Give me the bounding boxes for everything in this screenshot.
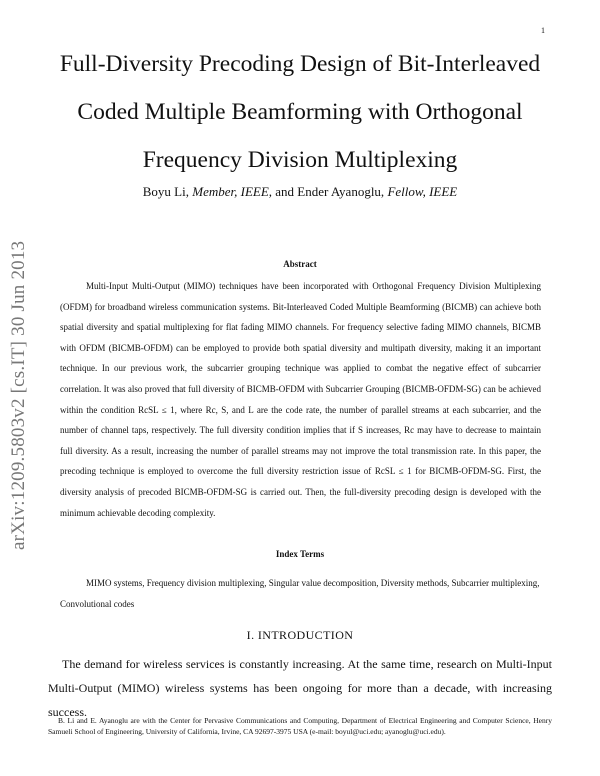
title-line: Frequency Division Multiplexing	[142, 147, 458, 173]
section-heading: I. INTRODUCTION	[246, 628, 354, 642]
page-number: 1	[541, 26, 545, 35]
title-line: Full-Diversity Precoding Design of Bit-Interleaved	[59, 51, 541, 77]
arxiv-identifier-stamp: arXiv:1209.5803v2 [cs.IT] 30 Jun 2013	[8, 240, 29, 550]
paper-title	[40, 40, 560, 184]
index-terms-heading: Index Terms	[275, 549, 325, 559]
index-terms-body: MIMO systems, Frequency division multiplexing, Singular value decomposition, Diversity methods, Subcarrier multiplexing, Convolutional codes	[60, 578, 540, 609]
introduction-body: The demand for wireless services is constantly increasing. At the same time, research on Multi-Input Multi-Output (MIMO) wireless systems has been ongoing for more than a decade, with increasing success.	[48, 657, 552, 719]
author-name: and Ender Ayanoglu,	[275, 184, 385, 199]
author-role: Fellow, IEEE	[387, 184, 458, 199]
author-name: Boyu Li,	[142, 184, 189, 199]
abstract-body: Multi-Input Multi-Output (MIMO) techniques have been incorporated with Orthogonal Frequency Division Multiplexing (OFDM) for broadband wireless communication systems. Bit-Interleaved Coded Multiple Beamforming (BICMB) can achieve both spatial diversity and spatial multiplexing for flat fading MIMO channels. For frequency selective fading MIMO channels, BICMB with OFDM (BICMB-OFDM) can be employed to provide both spatial diversity and multipath diversity, making it an important technique. In our previous work, the subcarrier grouping technique was applied to combat the negative effect of subcarrier correlation. It was also proved that full diversity of BICMB-OFDM with Subcarrier Grouping (BICMB-OFDM-SG) can be achieved within the condition RcSL ≤ 1, where Rc, S, and L are the code rate, the number of parallel streams at each subcarrier, and the number of channel taps, respectively. The full diversity condition implies that if S increases, Rc may have to decrease to maintain full diversity. As a result, increasing the number of parallel streams may not improve the total transmission rate. In this paper, the precoding technique is employed to overcome the full diversity restriction issue of RcSL ≤ 1 for BICMB-OFDM-SG. First, the diversity analysis of precoded BICMB-OFDM-SG is carried out. Then, the full-diversity precoding design is developed with the minimum achievable decoding complexity.	[60, 281, 541, 518]
author-line	[40, 184, 560, 200]
author-footnote: B. Li and E. Ayanoglu are with the Center for Pervasive Communications and Computing, Department of Electrical Engineering and Computer Science, Henry Samueli School of Engineering, University of California, Irvine, CA 92697-3975 USA (e-mail: boyul@uci.edu; ayanoglu@uci.edu).	[48, 716, 552, 736]
author-role: Member, IEEE,	[192, 184, 273, 199]
abstract-heading: Abstract	[283, 259, 317, 269]
title-line: Coded Multiple Beamforming with Orthogonal	[77, 99, 523, 125]
